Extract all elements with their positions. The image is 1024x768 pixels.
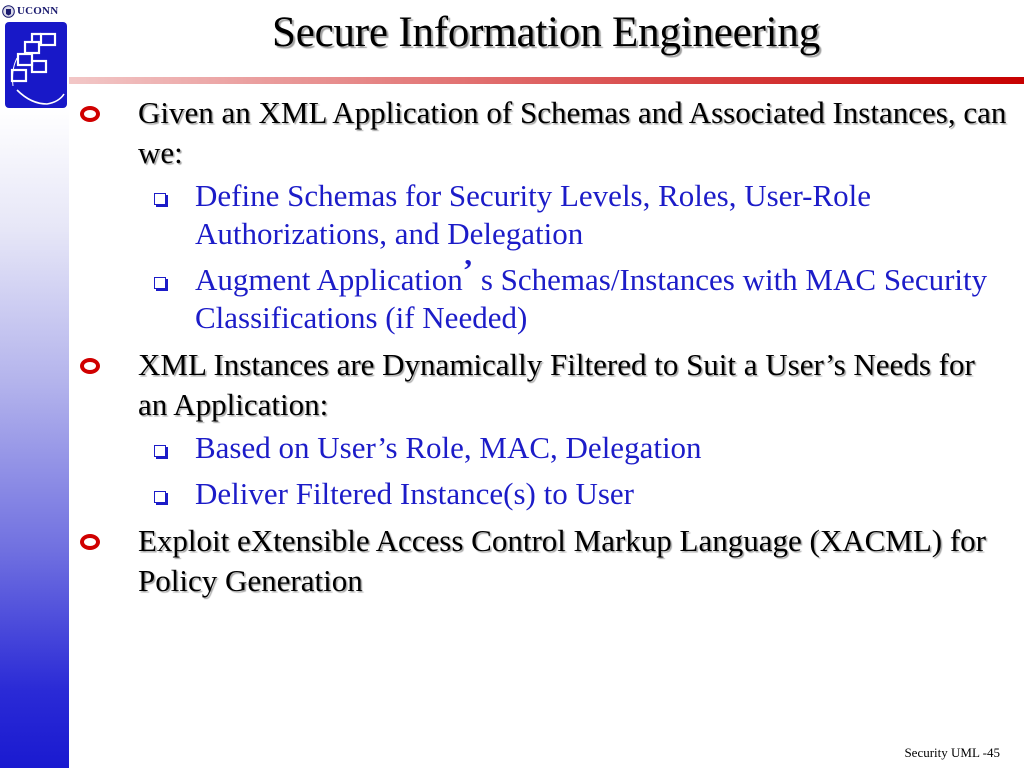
apostrophe: ’ [462,252,474,287]
sub-bullet-item [80,177,1010,253]
side-gradient-band [0,0,69,768]
slide-body [80,93,1010,605]
sub-bullet-text-start: Augment Application [195,262,463,297]
bullet-item [80,93,1010,173]
bullet-text: Exploit eXtensible Access Control Markup Language (XACML) for Policy Generation [138,523,987,598]
title-divider [69,77,1024,84]
bullet-text: Given an XML Application of Schemas and Associated Instances, can we: [138,95,1007,170]
sub-bullet-text: Deliver Filtered Instance(s) to User [195,476,635,511]
square-bullet-icon [154,193,166,205]
bullet-item [80,345,1010,425]
circle-bullet-icon [80,534,100,550]
circle-bullet-icon [80,106,100,122]
bullet-text: XML Instances are Dynamically Filtered to Suit a User’s Needs for an Application: [138,347,975,422]
circle-bullet-icon [80,358,100,374]
square-bullet-icon [154,277,166,289]
sub-bullet-item [80,429,1010,467]
square-bullet-icon [154,445,166,457]
university-name: UCONN [17,5,59,17]
bullet-item [80,521,1010,601]
sub-bullet-text: Based on User’s Role, MAC, Delegation [195,430,702,465]
sub-bullet-item [80,252,1010,337]
sub-bullet-item [80,475,1010,513]
slide-title: Secure Information Engineering [271,9,821,56]
sub-bullet-text: Define Schemas for Security Levels, Roles, User-Role Authorizations, and Delegation [195,178,872,251]
sub-bullet-text-end: s Schemas/Instances with MAC Security Classifications (if Needed) [195,262,988,335]
square-bullet-icon [154,491,166,503]
slide-footer-label: Security UML -45 [904,745,1000,760]
